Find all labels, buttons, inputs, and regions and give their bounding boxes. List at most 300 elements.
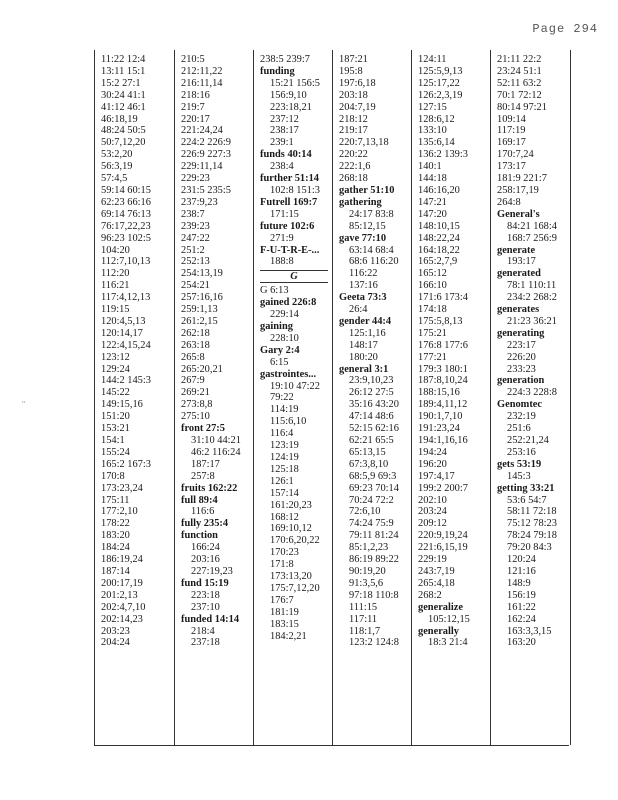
- index-reference: 195:8: [339, 65, 363, 77]
- index-reference: 223:18: [191, 589, 220, 601]
- index-reference: 168:12: [270, 511, 299, 523]
- index-reference: 125:1,16: [349, 327, 386, 339]
- index-reference: 86:19 89:22: [349, 554, 399, 566]
- index-reference: 52:15 62:16: [349, 423, 399, 435]
- index-reference: 203:23: [101, 625, 130, 637]
- index-reference: 223:18,21: [270, 101, 312, 113]
- index-reference: 197:4,17: [418, 470, 455, 482]
- index-reference: 169:17: [497, 137, 526, 149]
- index-reference: 46:2 116:24: [191, 446, 241, 458]
- index-reference: 258:17,19: [497, 184, 539, 196]
- index-reference: 173:17: [497, 161, 526, 173]
- index-term: gastrointes...: [260, 368, 317, 380]
- page-label: Page 294: [532, 22, 598, 36]
- index-reference: 229:11,14: [181, 161, 223, 173]
- index-term: full 89:4: [181, 494, 218, 506]
- index-reference: 197:6,18: [339, 77, 376, 89]
- index-reference: 238:7: [181, 208, 205, 220]
- index-reference: 128:6,12: [418, 113, 455, 125]
- index-reference: 72:6,10: [349, 506, 381, 518]
- index-reference: 85:1,2,23: [349, 542, 389, 554]
- index-reference: 56:3,19: [101, 161, 133, 173]
- index-column-1: [95, 50, 174, 745]
- index-reference: 53:6 54:7: [507, 494, 547, 506]
- index-reference: 229:14: [270, 309, 299, 321]
- index-reference: 262:18: [181, 327, 210, 339]
- index-reference: 127:15: [418, 101, 447, 113]
- index-term: generated: [497, 268, 541, 280]
- index-reference: 271:9: [270, 232, 294, 244]
- index-reference: 175:11: [101, 494, 130, 506]
- index-reference: 257:16,16: [181, 292, 223, 304]
- index-reference: 161:20,23: [270, 499, 312, 511]
- index-term: generation: [497, 375, 545, 387]
- bottom-rule: [94, 745, 569, 746]
- index-reference: 78:24 79:18: [507, 530, 557, 542]
- index-reference: 200:17,19: [101, 577, 143, 589]
- index-reference: 184:2,21: [270, 630, 307, 642]
- index-term: funds 40:14: [260, 149, 312, 161]
- index-reference: 265:4,18: [418, 577, 455, 589]
- index-term: gets 53:19: [497, 458, 542, 470]
- index-reference: 164:18,22: [418, 244, 460, 256]
- index-reference: 239:23: [181, 220, 210, 232]
- index-reference: 97:18 110:8: [349, 589, 399, 601]
- index-reference: 238:4: [270, 161, 294, 173]
- index-reference: 124:11: [418, 54, 447, 65]
- index-term: gained 226:8: [260, 297, 317, 309]
- index-column-2: [174, 50, 253, 745]
- index-reference: 253:16: [507, 446, 536, 458]
- index-reference: 69:23 70:14: [349, 482, 399, 494]
- index-reference: 79:22: [270, 392, 294, 404]
- index-reference: 234:2 268:2: [507, 292, 557, 304]
- index-reference: 91:3,5,6: [349, 577, 384, 589]
- index-reference: 135:6,14: [418, 137, 455, 149]
- index-reference: 228:10: [270, 332, 299, 344]
- index-reference: 67:3,8,10: [349, 458, 389, 470]
- index-reference: 193:17: [507, 256, 536, 268]
- index-reference: 163:20: [507, 637, 536, 649]
- index-reference: 146:16,20: [418, 184, 460, 196]
- index-reference: 268:18: [339, 173, 368, 185]
- index-term: getting 33:21: [497, 482, 555, 494]
- index-reference: 68:5,9 69:3: [349, 470, 397, 482]
- index-reference: 80:14 97:21: [497, 101, 547, 113]
- index-reference: 21:23 36:21: [507, 315, 557, 327]
- index-reference: 261:2,15: [181, 315, 218, 327]
- index-term: generates: [497, 304, 540, 316]
- index-reference: 15:21 156:5: [270, 77, 320, 89]
- index-term: F-U-T-R-E-...: [260, 244, 320, 256]
- index-reference: 237:12: [270, 113, 299, 125]
- index-reference: 116:4: [270, 428, 294, 440]
- index-reference: 216:11,14: [181, 77, 223, 89]
- index-reference: 221:6,15,19: [418, 542, 468, 554]
- index-reference: 147:20: [418, 208, 447, 220]
- index-reference: 148:10,15: [418, 220, 460, 232]
- index-reference: 238:5 239:7: [260, 54, 310, 65]
- index-reference: 50:7,12,20: [101, 137, 146, 149]
- index-reference: 156:19: [507, 589, 536, 601]
- index-reference: 23:9,10,23: [349, 375, 394, 387]
- index-reference: 202:10: [418, 494, 447, 506]
- index-reference: 190:1,7,10: [418, 411, 463, 423]
- index-reference: 171:6 173:4: [418, 292, 468, 304]
- index-term: function: [181, 530, 218, 542]
- index-reference: 74:24 75:9: [349, 518, 394, 530]
- index-reference: 252:21,24: [507, 435, 549, 446]
- index-reference: 219:17: [339, 125, 368, 137]
- index-reference: 126:2,3,19: [418, 89, 463, 101]
- index-reference: 75:12 78:23: [507, 518, 557, 530]
- index-reference: 19:10 47:22: [270, 380, 320, 392]
- index-reference: 31:10 44:21: [191, 435, 241, 446]
- index-column-3: [253, 50, 332, 745]
- index-reference: 145:3: [507, 470, 531, 482]
- index-reference: 222:1,6: [339, 161, 371, 173]
- index-reference: 166:24: [191, 542, 220, 554]
- index-reference: 137:16: [349, 280, 378, 292]
- index-reference: 124:19: [270, 452, 299, 463]
- index-reference: 196:20: [418, 458, 447, 470]
- index-reference: 179:3 180:1: [418, 363, 468, 375]
- index-reference: 122:4,15,24: [101, 339, 151, 351]
- index-reference: 229:23: [181, 173, 210, 185]
- index-reference: 68:6 116:20: [349, 256, 399, 268]
- index-reference: 148:17: [349, 339, 378, 351]
- index-reference: 116:6: [191, 506, 215, 518]
- index-reference: 237:9,23: [181, 196, 218, 208]
- index-reference: 104:20: [101, 244, 130, 256]
- index-reference: 194:24: [418, 446, 447, 458]
- index-reference: 133:10: [418, 125, 447, 137]
- index-reference: 257:8: [191, 470, 215, 482]
- index-reference: 58:11 72:18: [507, 506, 557, 518]
- index-reference: 15:2 27:1: [101, 77, 141, 89]
- index-reference: 243:7,19: [418, 565, 455, 577]
- index-reference: 119:15: [101, 304, 130, 316]
- index-reference: 117:4,12,13: [101, 292, 151, 304]
- index-reference: 153:21: [101, 423, 130, 435]
- index-reference: 227:19,23: [191, 565, 233, 577]
- index-reference: 223:17: [507, 339, 536, 351]
- index-reference: 226:20: [507, 351, 536, 363]
- index-reference: 254:13,19: [181, 268, 223, 280]
- index-term: General's: [497, 208, 540, 220]
- index-reference: 178:22: [101, 518, 130, 530]
- index-reference: G 6:13: [260, 285, 289, 297]
- index-reference: 269:21: [181, 387, 210, 399]
- index-reference: 267:9: [181, 375, 205, 387]
- index-reference: 170:23: [270, 547, 299, 559]
- index-reference: 202:4,7,10: [101, 601, 146, 613]
- index-reference: 187:21: [339, 54, 368, 65]
- index-column-4: [332, 50, 411, 745]
- index-reference: 59:14 60:15: [101, 184, 151, 196]
- index-reference: 204:24: [101, 637, 130, 649]
- index-reference: 187:17: [191, 458, 220, 470]
- index-reference: 147:21: [418, 196, 447, 208]
- index-reference: 174:18: [418, 304, 447, 316]
- index-reference: 125:17,22: [418, 77, 460, 89]
- index-column-6: [490, 50, 570, 745]
- index-reference: 112:7,10,13: [101, 256, 151, 268]
- index-reference: 175:7,12,20: [270, 582, 320, 594]
- index-reference: 176:7: [270, 594, 294, 606]
- index-reference: 155:24: [101, 446, 130, 458]
- index-reference: 201:2,13: [101, 589, 138, 601]
- index-reference: 102:8 151:3: [270, 184, 320, 196]
- index-reference: 114:19: [270, 404, 299, 416]
- index-column-5: [411, 50, 490, 745]
- index-reference: 275:10: [181, 411, 210, 423]
- index-reference: 188:15,16: [418, 387, 460, 399]
- index-reference: 251:2: [181, 244, 205, 256]
- index-reference: 203:24: [418, 506, 447, 518]
- index-reference: 41:12 46:1: [101, 101, 146, 113]
- index-reference: 47:14 48:6: [349, 411, 394, 423]
- index-reference: 13:11 15:1: [101, 65, 146, 77]
- index-reference: 85:12,15: [349, 220, 386, 232]
- index-reference: 79:11 81:24: [349, 530, 399, 542]
- index-reference: 254:21: [181, 280, 210, 292]
- index-reference: 187:14: [101, 565, 130, 577]
- index-term: generating: [497, 327, 545, 339]
- margin-mark: ¨: [22, 400, 26, 411]
- index-term: Genomtec: [497, 399, 543, 411]
- index-reference: 218:12: [339, 113, 368, 125]
- index-reference: 265:8: [181, 351, 205, 363]
- index-reference: 120:14,17: [101, 327, 143, 339]
- index-reference: 231:5 235:5: [181, 184, 231, 196]
- index-reference: 63:14 68:4: [349, 244, 394, 256]
- index-reference: 229:19: [418, 554, 447, 566]
- index-reference: 126:1: [270, 475, 294, 487]
- index-reference: 165:2,7,9: [418, 256, 458, 268]
- index-reference: 52:11 63:2: [497, 77, 542, 89]
- index-reference: 123:12: [101, 351, 130, 363]
- index-reference: 203:16: [191, 554, 220, 566]
- index-reference: 11:22 12:4: [101, 54, 146, 65]
- index-reference: 239:1: [270, 137, 294, 149]
- index-reference: 111:15: [349, 601, 378, 613]
- index-term: funding: [260, 65, 295, 77]
- index-reference: 125:5,9,13: [418, 65, 463, 77]
- index-reference: 84:21 168:4: [507, 220, 557, 232]
- index-reference: 209:12: [418, 518, 447, 530]
- index-reference: 183:15: [270, 618, 299, 630]
- index-reference: 221:24,24: [181, 125, 223, 137]
- index-reference: 165:12: [418, 268, 447, 280]
- index-term: fruits 162:22: [181, 482, 238, 494]
- index-reference: 78:1 110:11: [507, 280, 557, 292]
- index-reference: 204:7,19: [339, 101, 376, 113]
- index-reference: 120:4,5,13: [101, 315, 146, 327]
- index-reference: 117:19: [497, 125, 526, 137]
- index-reference: 136:2 139:3: [418, 149, 468, 161]
- index-term: Gary 2:4: [260, 344, 300, 356]
- index-reference: 105:12,15: [428, 613, 470, 625]
- index-reference: 76:17,22,23: [101, 220, 151, 232]
- index-reference: 259:1,13: [181, 304, 218, 316]
- index-reference: 169:10,12: [270, 523, 312, 535]
- index-term: gathering: [339, 196, 382, 208]
- index-reference: 116:21: [101, 280, 130, 292]
- index-term: generally: [418, 625, 459, 637]
- index-reference: 181:9 221:7: [497, 173, 547, 185]
- index-reference: 183:20: [101, 530, 130, 542]
- index-reference: 129:24: [101, 363, 130, 375]
- index-term: Geeta 73:3: [339, 292, 387, 304]
- index-term: gather 51:10: [339, 184, 395, 196]
- index-reference: 168:7 256:9: [507, 232, 557, 244]
- index-reference: 26:12 27:5: [349, 387, 394, 399]
- index-reference: 171:8: [270, 559, 294, 571]
- index-reference: 145:22: [101, 387, 130, 399]
- index-reference: 121:16: [507, 565, 536, 577]
- index-reference: 144:18: [418, 173, 447, 185]
- index-term: future 102:6: [260, 220, 315, 232]
- index-reference: 53:2,20: [101, 149, 133, 161]
- index-reference: 177:21: [418, 351, 447, 363]
- index-reference: 175:5,8,13: [418, 315, 463, 327]
- index-reference: 57:4,5: [101, 173, 128, 185]
- index-reference: 117:11: [349, 613, 378, 625]
- index-reference: 65:13,15: [349, 446, 386, 458]
- index-term: fully 235:4: [181, 518, 229, 530]
- index-reference: 90:19,20: [349, 565, 386, 577]
- index-reference: 170:7,24: [497, 149, 534, 161]
- index-reference: 26:4: [349, 304, 368, 316]
- index-reference: 238:17: [270, 125, 299, 137]
- index-reference: 120:24: [507, 554, 536, 566]
- index-reference: 170:6,20,22: [270, 535, 320, 547]
- index-reference: 156:9,10: [270, 89, 307, 101]
- index-reference: 186:19,24: [101, 554, 143, 566]
- index-reference: 46:18,19: [101, 113, 138, 125]
- index-reference: 220:17: [181, 113, 210, 125]
- index-reference: 35:16 43:20: [349, 399, 399, 411]
- index-reference: 184:24: [101, 542, 130, 554]
- index-reference: 219:7: [181, 101, 205, 113]
- index-reference: 176:8 177:6: [418, 339, 468, 351]
- index-reference: 232:19: [507, 411, 536, 423]
- index-reference: 212:11,22: [181, 65, 223, 77]
- index-reference: 165:2 167:3: [101, 458, 151, 470]
- index-reference: 191:23,24: [418, 423, 460, 435]
- index-reference: 265:20,21: [181, 363, 223, 375]
- index-reference: 199:2 200:7: [418, 482, 468, 494]
- index-reference: 252:13: [181, 256, 210, 268]
- index-reference: 151:20: [101, 411, 130, 423]
- index-reference: 62:21 65:5: [349, 435, 394, 446]
- index-reference: 175:21: [418, 327, 447, 339]
- index-term: generate: [497, 244, 536, 256]
- index-reference: 189:4,11,12: [418, 399, 468, 411]
- index-reference: 194:1,16,16: [418, 435, 468, 446]
- index-reference: 187:8,10,24: [418, 375, 468, 387]
- index-reference: 30:24 41:1: [101, 89, 146, 101]
- index-reference: 218:4: [191, 625, 215, 637]
- index-reference: 115:6,10: [270, 416, 307, 428]
- index-reference: 69:14 76:13: [101, 208, 151, 220]
- index-reference: 218:16: [181, 89, 210, 101]
- index-reference: 79:20 84:3: [507, 542, 552, 554]
- index-term: fund 15:19: [181, 577, 229, 589]
- index-reference: 163:3,3,15: [507, 625, 552, 637]
- index-reference: 123:19: [270, 440, 299, 452]
- index-term: gaining: [260, 321, 293, 333]
- index-reference: 70:1 72:12: [497, 89, 542, 101]
- index-reference: 148:9: [507, 577, 531, 589]
- index-reference: 226:9 227:3: [181, 149, 231, 161]
- index-term: funded 14:14: [181, 613, 240, 625]
- letter-heading: G: [260, 270, 328, 283]
- index-reference: 23:24 51:1: [497, 65, 542, 77]
- index-reference: 263:18: [181, 339, 210, 351]
- index-reference: 220:22: [339, 149, 368, 161]
- index-reference: 224:2 226:9: [181, 137, 231, 149]
- index-reference: 268:2: [418, 589, 442, 601]
- index-reference: 118:1,7: [349, 625, 381, 637]
- index-reference: 237:10: [191, 601, 220, 613]
- index-term: Futrell 169:7: [260, 196, 318, 208]
- index-reference: 140:1: [418, 161, 442, 173]
- index-reference: 48:24 50:5: [101, 125, 146, 137]
- index-reference: 109:14: [497, 113, 526, 125]
- index-reference: 149:15,16: [101, 399, 143, 411]
- index-reference: 188:8: [270, 256, 294, 268]
- index-reference: 123:2 124:8: [349, 637, 399, 649]
- index-reference: 203:18: [339, 89, 368, 101]
- index-reference: 181:19: [270, 606, 299, 618]
- index-reference: 220:9,19,24: [418, 530, 468, 542]
- index-reference: 224:3 228:8: [507, 387, 557, 399]
- index-table: [94, 50, 571, 745]
- index-reference: 237:18: [191, 637, 220, 649]
- index-reference: 70:24 72:2: [349, 494, 394, 506]
- index-reference: 170:8: [101, 470, 125, 482]
- index-reference: 173:13,20: [270, 571, 312, 583]
- index-reference: 148:22,24: [418, 232, 460, 244]
- index-reference: 264:8: [497, 196, 521, 208]
- index-reference: 247:22: [181, 232, 210, 244]
- index-term: general 3:1: [339, 363, 389, 375]
- index-reference: 162:24: [507, 613, 536, 625]
- index-reference: 144:2 145:3: [101, 375, 151, 387]
- index-reference: 18:3 21:4: [428, 637, 468, 649]
- index-reference: 157:14: [270, 487, 299, 499]
- index-reference: 251:6: [507, 423, 531, 435]
- index-term: gender 44:4: [339, 315, 392, 327]
- index-reference: 112:20: [101, 268, 130, 280]
- index-reference: 161:22: [507, 601, 536, 613]
- index-reference: 21:11 22:2: [497, 54, 542, 65]
- index-reference: 96:23 102:5: [101, 232, 151, 244]
- index-term: front 27:5: [181, 423, 225, 435]
- index-term: gave 77:10: [339, 232, 387, 244]
- index-reference: 6:15: [270, 356, 289, 368]
- index-reference: 202:14,23: [101, 613, 143, 625]
- index-reference: 125:18: [270, 463, 299, 475]
- index-reference: 154:1: [101, 435, 125, 446]
- index-reference: 173:23,24: [101, 482, 143, 494]
- index-reference: 233:23: [507, 363, 536, 375]
- index-reference: 171:15: [270, 208, 299, 220]
- index-reference: 210:5: [181, 54, 205, 65]
- index-term: further 51:14: [260, 173, 319, 185]
